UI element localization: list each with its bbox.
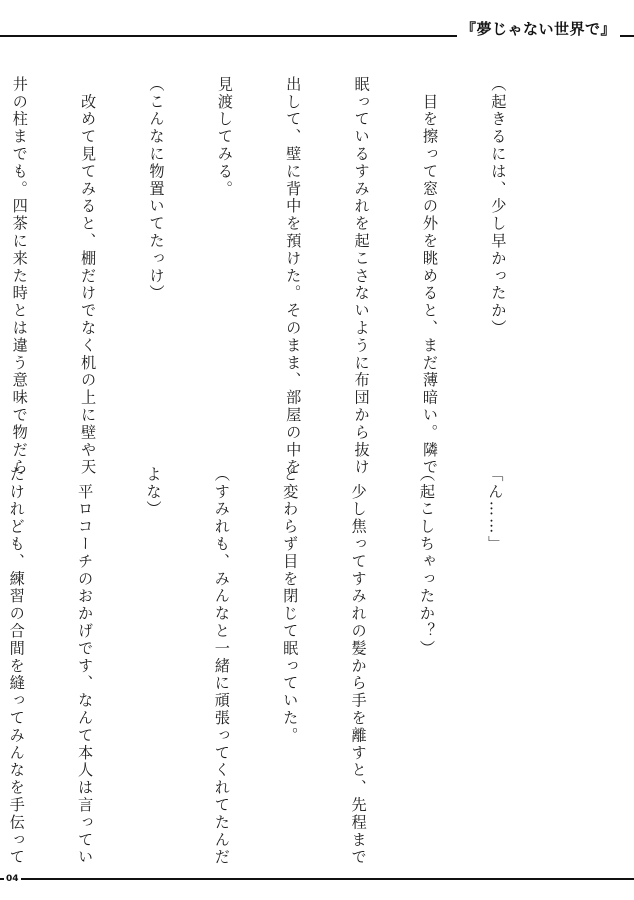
text-line: 目を擦って窓の外を眺めると、まだ薄暗い。隣で: [421, 76, 440, 477]
text-line: 少し焦ってすみれの髪から手を離すと、先程まで: [349, 466, 368, 867]
text-line: 改めて見てみると、棚だけでなく机の上に壁や天: [79, 76, 98, 477]
text-line: 平ロコーチのおかげです、なんて本人は言ってい: [76, 466, 95, 867]
lower-text-block: [0, 466, 552, 867]
text-line: たけれども、練習の合間を縫ってみんなを手伝って: [7, 466, 26, 867]
footer-rule: [0, 878, 634, 880]
page-number: 04: [6, 874, 19, 884]
text-line: 見渡してみる。: [215, 76, 234, 198]
book-title: 『夢じゃない世界で』: [457, 18, 620, 39]
text-line: （起こしちゃったか？）: [418, 466, 437, 658]
text-line: 出して、壁に背中を預けた。そのまま、部屋の中を: [284, 76, 303, 477]
text-line: （すみれも、みんなと一緒に頑張ってくれてたんだ: [212, 466, 231, 867]
text-line: よな）: [144, 466, 163, 519]
text-line: 井の柱までも。四茶に来た時とは違う意味で物だら: [10, 76, 29, 477]
upper-text-block: [0, 76, 555, 477]
text-line: （こんなに物置いてたっけ）: [147, 76, 166, 303]
text-line: 眠っているすみれを起こさないように布団から抜け: [352, 76, 371, 477]
text-line: と変わらず目を閉じて眠っていた。: [281, 466, 300, 745]
text-line: 「ん……」: [486, 466, 505, 553]
text-line: （起きるには、少し早かったか）: [489, 76, 508, 337]
